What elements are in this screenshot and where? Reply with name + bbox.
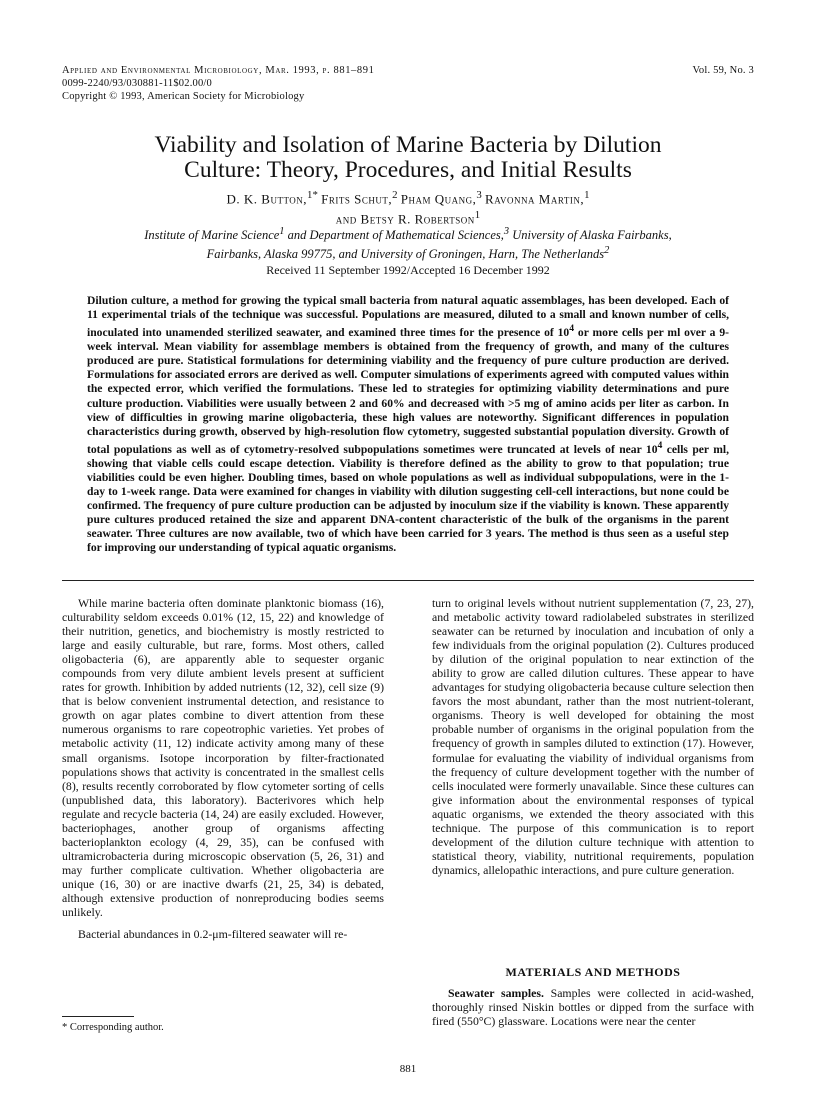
abstract-text: or more cells per ml over a 9-week interval. Mean viability for assemblage members is obtained from the frequency of growth, and many of the cultures produced are pure. Statistical formulations for determining viability and the frequency of pure culture production are derived. Formulations for associated errors are derived as well. Computer simulations of experiments agreed with computed values within the expected error, which verified the formulations. These led to strategies for optimizing viability determinations and pure culture production. Viabilities were usually between 2 and 60% and decreased with >5 mg of amino acids per liter as carbon. In view of difficulties in growing marine oligobacteria, these high values are noteworthy. Significant differences in population characteristics during growth, observed by high-resolution flow cytometry, suggested substantial population diversity. Growth of total populations as well as of cytometry-resolved subpopulations sometimes were truncated at levels of near 10 [87,326,730,456]
author-superscript: 1 [474,209,481,222]
paragraph-text: Samples were collected in acid-washed, thoroughly rinsed Niskin bottles or dipped from the surface with fired (550°C) glassware. Locations were near the center [432,986,754,1029]
affiliation-text: Institute of Marine Science [144,228,280,243]
body-paragraph: turn to original levels without nutrient supplementation (7, 23, 27), and metabolic activity toward radiolabeled substrates in sterilized seawater can be returned by inoculation and incubation of only a few individuals from the original population (2). Cultures produced by dilution of the original population to near extinction of the ability to grow are called dilution cultures. These appear to have advantages for studying oligobacteria because culture selection then favors the most abundant, rather than the most nutrient-tolerant, organisms. Theory is well developed for obtaining the most probable number of organisms in the original population from the frequency of growth in samples diluted to extinction (17). However, formulae for evaluating the viability of individual organisms from the frequency of culture development together with the number of cells inoculated were formerly unavailable. Since these cultures can give information about the environmental responses of typical aquatic organisms, we extended the theory associated with this technique. The purpose of this communication is to report development of the dilution culture technique with attention to statistical theory, viability, nutritional requirements, population dynamics, allelopathic interactions, and pure culture generation. [432,596,754,877]
page-number: 881 [399,1063,417,1075]
copyright-line: Copyright © 1993, American Society for Microbiology [62,91,305,102]
runin-heading: Seawater samples. [448,986,544,1000]
article-title [70,133,746,183]
running-header [62,64,374,103]
author-name: Frits Schut, [321,191,393,207]
body-column-right-continued [432,986,754,1028]
author-superscript: 1* [307,189,318,201]
author-superscript: 1 [584,189,590,201]
author-name: Ravonna Martin, [485,191,585,207]
author-name: D. K. Button, [226,191,308,207]
author-name: Pham Quang, [400,191,477,207]
footnote-divider [62,1016,134,1017]
abstract-superscript: 4 [657,439,663,451]
body-paragraph: Bacterial abundances in 0.2-μm-filtered seawater will re- [78,927,348,942]
abstract [87,294,729,555]
abstract-text: Dilution culture, a method for growing the typical small bacteria from natural aquatic assemblages, has been developed. Each of 11 experimental trials of the technique was successful. Populations are measured, diluted to a small and known number of cells, inoculated into unamended sterilized seawater, and examined three times for the presence of 10 [87,294,729,340]
abstract-text: cells per ml, showing that viable cells could escape detection. Viability is therefore defined as the ability to grow to that population; true viabilities could be even higher. Doubling times, based on whole populations as well as individual subpopulations, were in the 1-day to 1-week range. Data were examined for changes in viability with dilution suggesting cell-cell interactions, but none could be confirmed. The frequency of pure culture production can be adjusted by inoculum size if the viability is known. These apparently pure cultures produced retained the size and apparent DNA-content characteristic of the bulk of the organisms in the parent seawater. Three cultures are now available, two of which have been carried for 3 years. The method is thus seen as a useful step for improving our understanding of typical aquatic organisms. [87,442,729,555]
article-code: 0099-2240/93/030881-11$02.00/0 [62,78,212,89]
body-paragraph [432,986,754,1028]
author-superscript: 2 [392,189,398,201]
body-paragraph: While marine bacteria often dominate planktonic biomass (16), culturability seldom exceeds 0.01% (12, 15, 22) and knowledge of their nutrition, genetics, and biochemistry is mostly restricted to large and easily culturable, but rare, forms. Most others, called oligobacteria (6), are apparently able to sequester organic compounds from very dilute ambient levels present at sufficient rates for growth. Inhibition by added nutrients (12, 32), cell size (9) that is below convenient instrumental detection, and resistance to growth on agar plates combine to divert attention from these numerous organisms to rare copeotrophic varieties. Yet probes of metabolic activity (11, 12) indicate activity among many of these small organisms. Isotope incorporation by filter-fractionated populations shows that activity is concentrated in the smallest cells (8), results recently corroborated by flow cytometer sorting of cells (unpublished data, this laboratory). Bacterivores which help regulate and recycle bacteria (14, 24) are easily excluded. However, bacteriophages, another group of organisms affecting bacterioplankton ecology (4, 29, 35), can be confused with ultramicrobacteria during microscopic observation (5, 26, 31) and may further complicate cultivation. Whether oligobacteria are unique (16, 30) or are inactive dwarfs (21, 25, 34) is debated, although extensive production of nonreproducing bodies seems unlikely. [62,596,384,920]
body-column-left [62,596,384,941]
affiliation-superscript: 1 [279,226,285,237]
abstract-superscript: 4 [569,323,575,335]
affiliation-text: and Department of Mathematical Sciences, [284,228,504,243]
section-heading: MATERIALS AND METHODS [505,965,681,979]
affiliations [70,224,746,262]
affiliation-text: Fairbanks, Alaska 99775, and University of Groningen, Harn, The Netherlands [206,247,605,262]
author-superscript: 3 [476,189,482,201]
author-list [70,187,746,228]
body-column-right [432,596,754,877]
affiliation-superscript: 2 [604,245,610,257]
footnote: * Corresponding author. [62,1022,164,1033]
title-line-1: Viability and Isolation of Marine Bacteria by Dilution [154,132,662,158]
volume-issue: Vol. 59, No. 3 [692,65,754,76]
abstract-divider [62,580,754,581]
journal-citation: Applied and Environmental Microbiology, Mar. 1993, p. 881–891 [62,65,375,76]
affiliation-superscript: 3 [503,226,510,237]
author-name: and Betsy R. Robertson [335,211,475,227]
title-line-2: Culture: Theory, Procedures, and Initial Results [184,157,632,183]
received-dates: Received 11 September 1992/Accepted 16 December 1992 [266,263,550,277]
affiliation-text: University of Alaska Fairbanks, [509,228,672,243]
